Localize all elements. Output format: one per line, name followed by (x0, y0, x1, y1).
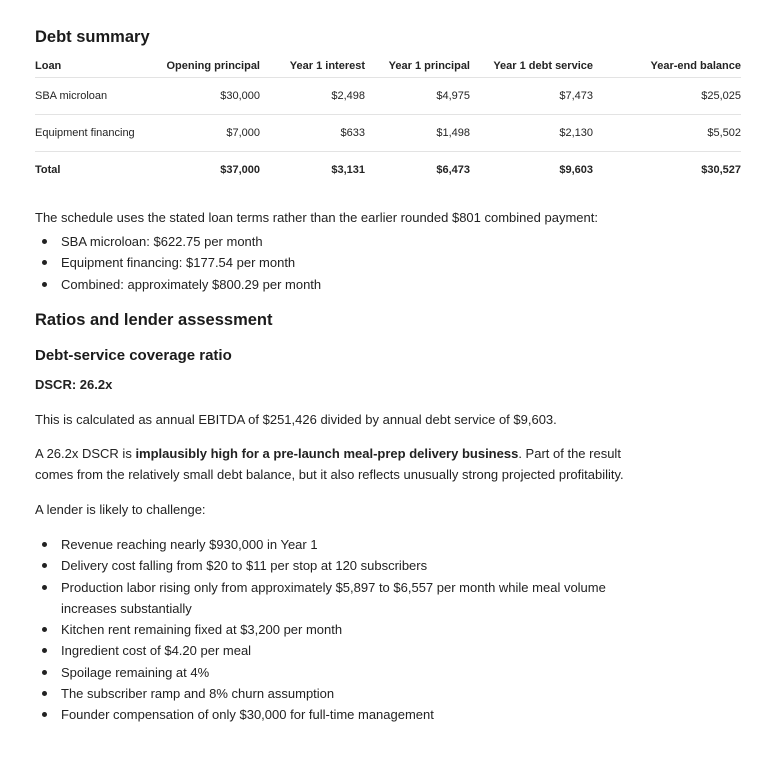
table-cell: $633 (260, 115, 365, 152)
table-cell: SBA microloan (35, 78, 155, 115)
assessment-bold: implausibly high for a pre-launch meal-prep delivery business (135, 446, 519, 461)
table-cell: $1,498 (365, 115, 470, 152)
debt-summary-table (35, 55, 741, 188)
table-row (35, 115, 741, 152)
table-cell: $7,000 (155, 115, 260, 152)
list-item: Founder compensation of only $30,000 for full-time management (35, 704, 625, 725)
table-row (35, 78, 741, 115)
table-cell: $3,131 (331, 164, 365, 176)
table-cell: $37,000 (220, 164, 260, 176)
dscr-value: DSCR: 26.2x (35, 377, 113, 392)
table-cell: $4,975 (365, 78, 470, 115)
ratios-heading: Ratios and lender assessment (35, 311, 273, 329)
list-item: Spoilage remaining at 4% (35, 662, 625, 683)
schedule-list (35, 231, 655, 295)
table-cell: $25,025 (593, 78, 741, 115)
challenge-list (35, 534, 625, 726)
list-item: Revenue reaching nearly $930,000 in Year 1 (35, 534, 625, 555)
list-item: Ingredient cost of $4.20 per meal (35, 640, 625, 661)
list-item: Production labor rising only from approximately $5,897 to $6,557 per month while meal volume increases substantially (35, 577, 625, 620)
table-cell: $7,473 (470, 78, 593, 115)
list-item: Equipment financing: $177.54 per month (35, 252, 655, 273)
table-cell: $2,498 (260, 78, 365, 115)
schedule-intro: The schedule uses the stated loan terms rather than the earlier rounded $801 combined payment: (35, 210, 598, 225)
list-item: SBA microloan: $622.75 per month (35, 231, 655, 252)
table-cell: $5,502 (593, 115, 741, 152)
table-cell: Total (35, 164, 61, 176)
table-cell: $2,130 (470, 115, 593, 152)
list-item: The subscriber ramp and 8% churn assumption (35, 683, 625, 704)
assessment-text (35, 443, 650, 485)
table-total-row (35, 152, 741, 189)
assessment-pre: A 26.2x DSCR is (35, 446, 136, 461)
dscr-subheading: Debt-service coverage ratio (35, 347, 232, 364)
assessment-post: . Part of the result comes from the relatively small debt balance, but it also reflects unusually strong projected profitability. (35, 446, 624, 482)
list-item: Kitchen rent remaining fixed at $3,200 per month (35, 619, 625, 640)
calc-text: This is calculated as annual EBITDA of $251,426 divided by annual debt service of $9,603. (35, 412, 557, 427)
column-header-year1-interest: Year 1 interest (260, 55, 365, 78)
table-cell: Equipment financing (35, 115, 155, 152)
column-header-opening-principal: Opening principal (155, 55, 260, 78)
list-item: Combined: approximately $800.29 per month (35, 274, 655, 295)
table-cell: $9,603 (559, 164, 593, 176)
table-cell: $30,527 (701, 164, 741, 176)
challenge-intro: A lender is likely to challenge: (35, 502, 206, 517)
table-cell: $30,000 (155, 78, 260, 115)
debt-summary-heading: Debt summary (35, 28, 150, 46)
column-header-year-end-balance: Year-end balance (593, 55, 741, 78)
table-cell: $6,473 (436, 164, 470, 176)
column-header-loan: Loan (35, 55, 155, 78)
table-header-row (35, 55, 741, 78)
column-header-year1-principal: Year 1 principal (365, 55, 470, 78)
column-header-year1-debt-service: Year 1 debt service (470, 55, 593, 78)
list-item: Delivery cost falling from $20 to $11 per stop at 120 subscribers (35, 555, 625, 576)
